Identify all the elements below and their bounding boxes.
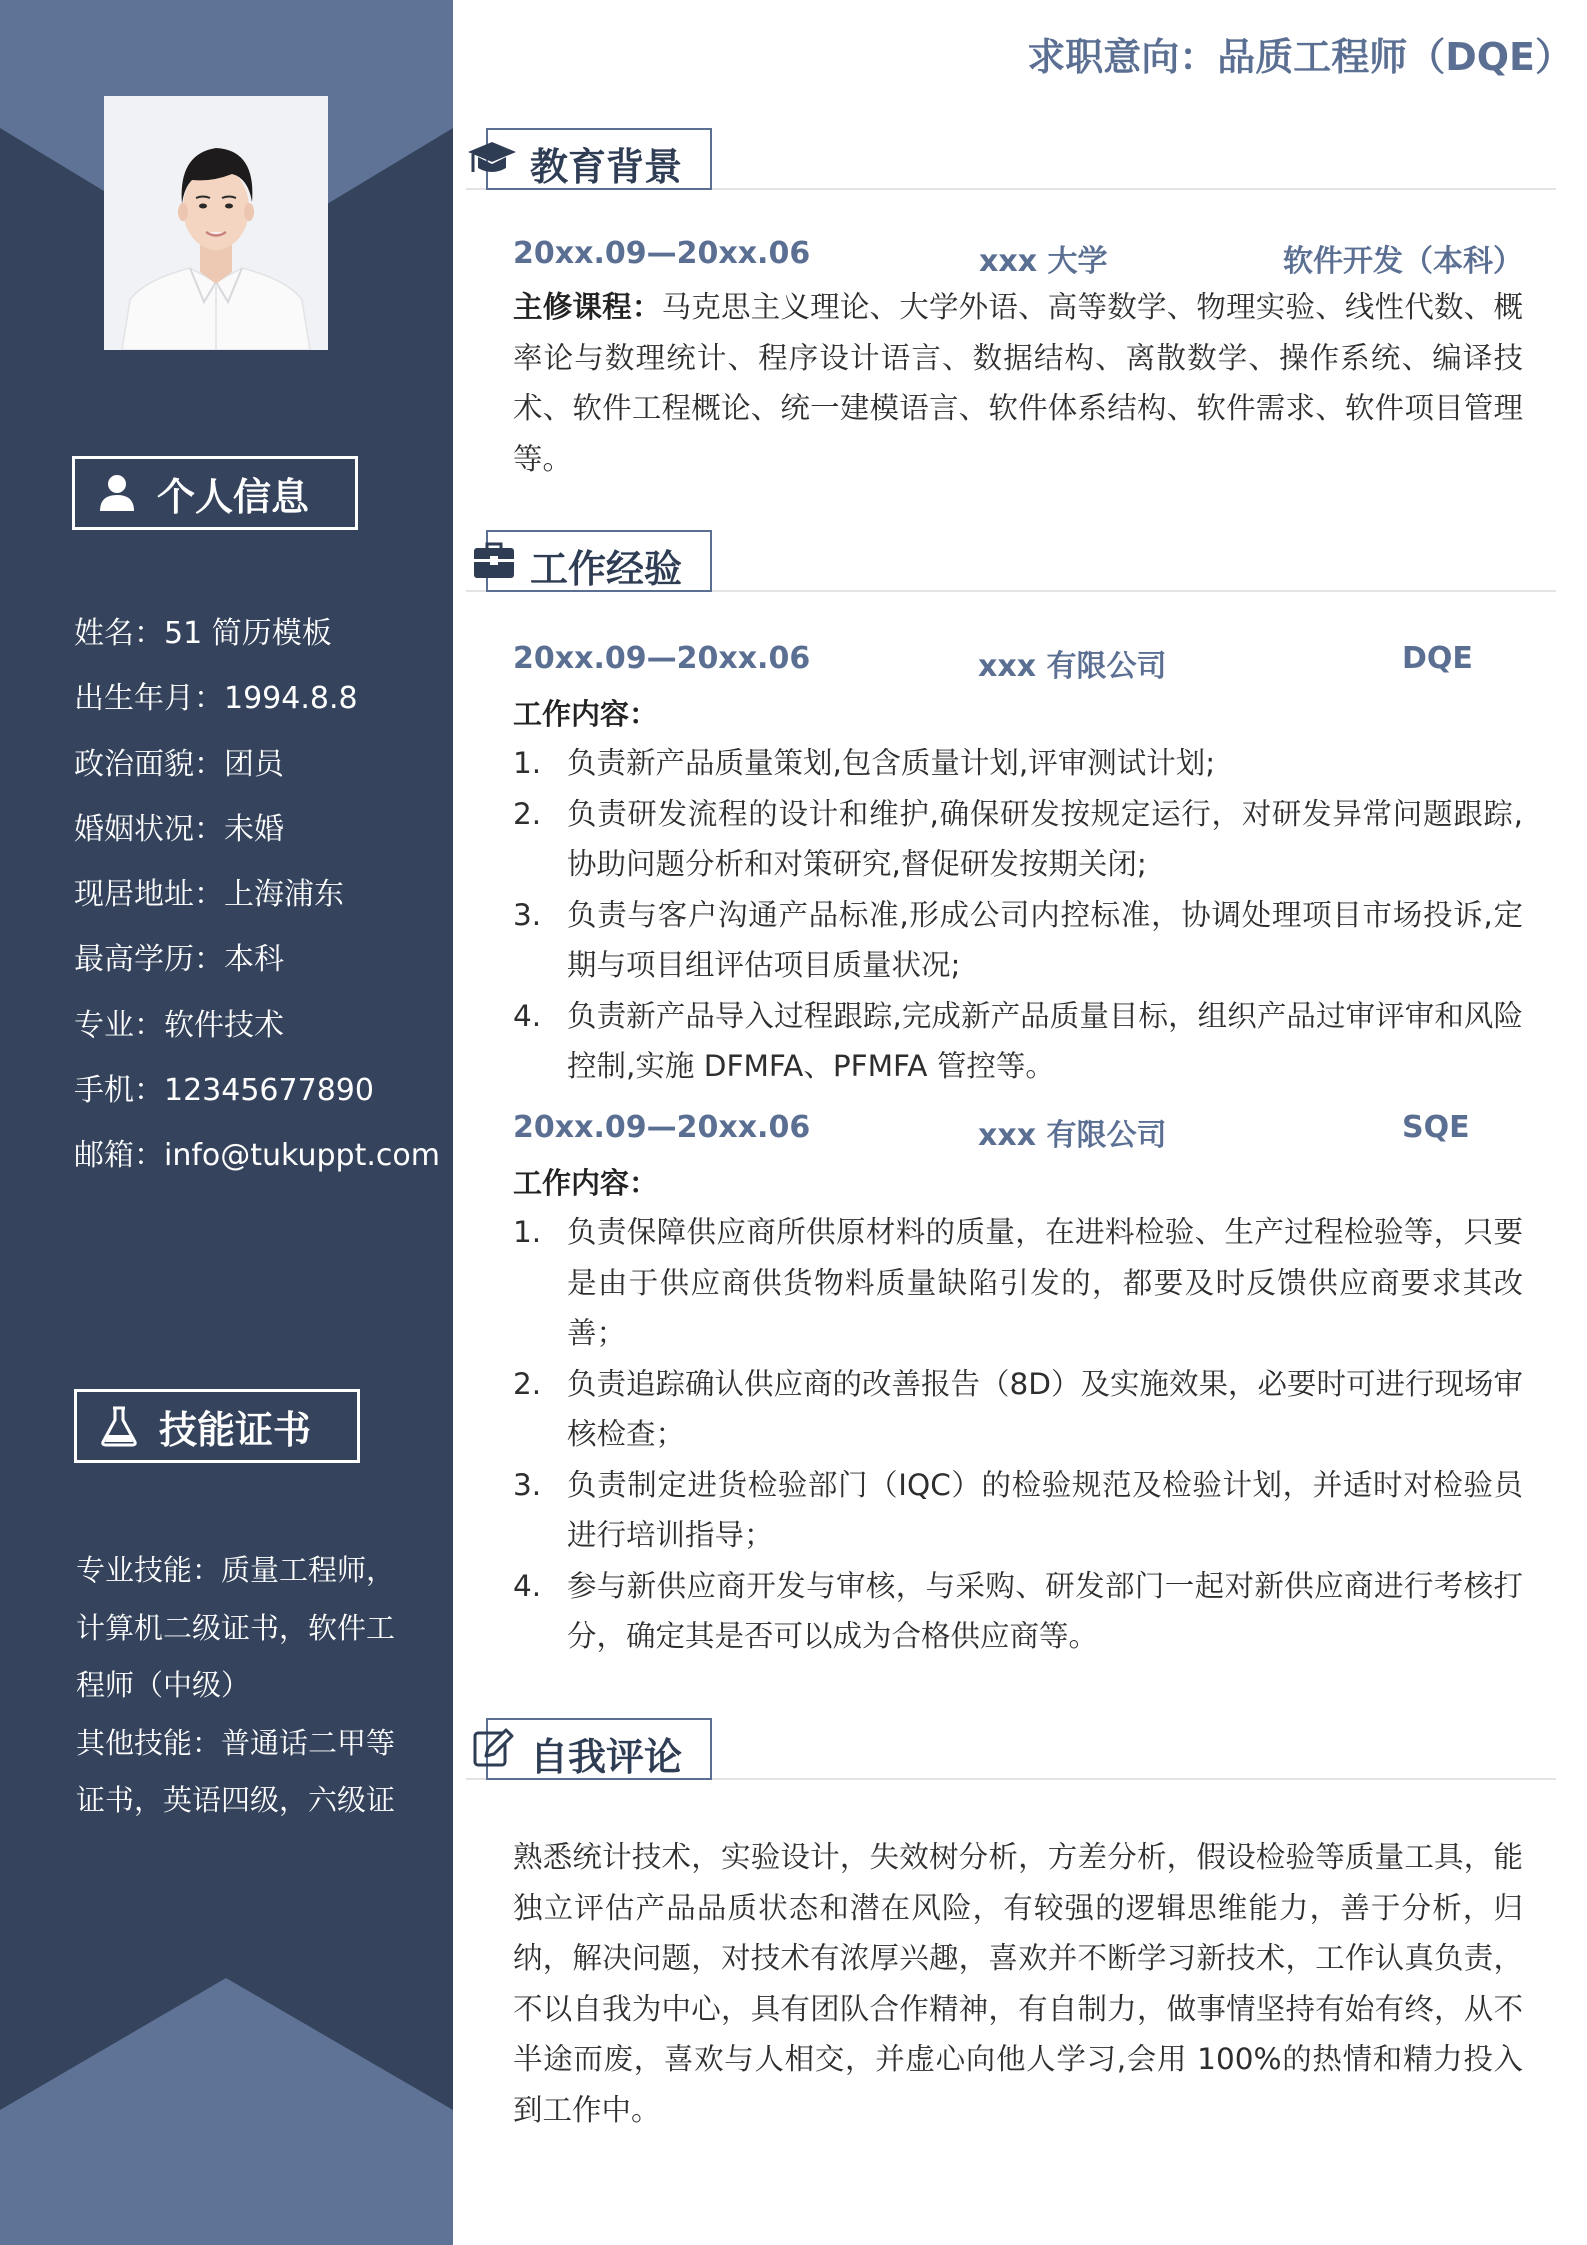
work-heading [466, 530, 1556, 592]
info-political: 政治面貌：团员 [74, 746, 284, 782]
job-2-duties [513, 1207, 1523, 1662]
skills-heading [74, 1389, 360, 1463]
education-courses [513, 282, 1523, 484]
courses-label: 主修课程： [513, 290, 662, 324]
profile-photo [104, 96, 328, 350]
edit-icon [472, 1726, 516, 1770]
job-1-duties [513, 738, 1523, 1092]
personal-info-title: 个人信息 [157, 474, 310, 519]
duty-item: 4. 负责新产品导入过程跟踪,完成新产品质量目标，组织产品过审评审和风险控制,实施 DFMFA、PFMFA 管控等。 [513, 998, 1523, 1083]
job-1-row [513, 641, 1523, 685]
job-1-role: DQE [1402, 641, 1473, 676]
education-major: 软件开发（本科） [1283, 244, 1523, 279]
self-heading [466, 1718, 1556, 1780]
courses-text: 马克思主义理论、大学外语、高等数学、物理实验、线性代数、概率论与数理统计、程序设计语言、数据结构、离散数学、操作系统、编译技术、软件工程概论、统一建模语言、软件体系结构、软件需求、软件项目管理等。 [513, 290, 1523, 476]
skills-title: 技能证书 [159, 1407, 312, 1452]
duty-item: 1. 负责保障供应商所供原材料的质量，在进料检验、生产过程检验等，只要是由于供应商供货物料质量缺陷引发的，都要及时反馈供应商要求其改善； [513, 1215, 1523, 1350]
job-2-row [513, 1110, 1523, 1154]
skills-professional: 专业技能：质量工程师，计算机二级证书，软件工程师（中级） [76, 1553, 396, 1702]
personal-info-heading [72, 456, 358, 530]
info-birth: 出生年月：1994.8.8 [74, 681, 358, 717]
duty-item: 2. 负责追踪确认供应商的改善报告（8D）及实施效果，必要时可进行现场审核检查； [513, 1366, 1523, 1451]
education-heading [466, 128, 1556, 190]
user-icon [97, 473, 137, 513]
job-1-period: 20xx.09—20xx.06 [513, 641, 811, 676]
duty-item: 3. 负责制定进货检验部门（IQC）的检验规范及检验计划，并适时对检验员进行培训指导； [513, 1467, 1523, 1552]
info-phone: 手机：12345677890 [74, 1073, 374, 1109]
education-period: 20xx.09—20xx.06 [513, 236, 811, 271]
info-name: 姓名：51 简历模板 [74, 616, 332, 651]
job-2-content-label: 工作内容： [513, 1166, 659, 1200]
self-evaluation-text: 熟悉统计技术，实验设计，失效树分析，方差分析，假设检验等质量工具，能独立评估产品品质状态和潜在风险，有较强的逻辑思维能力，善于分析，归纳，解决问题，对技术有浓厚兴趣，喜欢并不断学习新技术，工作认真负责，不以自我为中心，具有团队合作精神，有自制力，做事情坚持有始有终，从不半途而废，喜欢与人相交，并虚心向他人学习,会用 100%的热情和精力投入到工作中。 [513, 1840, 1523, 2127]
briefcase-icon [472, 540, 516, 582]
job-2-period: 20xx.09—20xx.06 [513, 1110, 811, 1145]
sidebar [0, 0, 453, 2245]
work-title: 工作经验 [530, 547, 683, 591]
job-2-role: SQE [1402, 1110, 1470, 1145]
education-title: 教育背景 [530, 145, 683, 189]
graduation-cap-icon [466, 138, 518, 180]
self-title: 自我评论 [530, 1735, 683, 1779]
duty-item: 4. 参与新供应商开发与审核，与采购、研发部门一起对新供应商进行考核打分，确定其是否可以成为合格供应商等。 [513, 1568, 1523, 1653]
job-2-company: xxx 有限公司 [978, 1118, 1167, 1153]
duty-item: 3. 负责与客户沟通产品标准,形成公司内控标准，协调处理项目市场投诉,定期与项目组评估项目质量状况; [513, 897, 1523, 982]
info-education: 最高学历：本科 [74, 942, 284, 978]
flask-icon [99, 1405, 139, 1447]
info-address: 现居地址：上海浦东 [74, 877, 344, 913]
info-major: 专业：软件技术 [74, 1007, 284, 1043]
duty-item: 2. 负责研发流程的设计和维护,确保研发按规定运行，对研发异常问题跟踪,协助问题分析和对策研究,督促研发按期关闭; [513, 796, 1523, 881]
job-1-company: xxx 有限公司 [978, 649, 1167, 684]
education-row [513, 236, 1523, 280]
info-marital: 婚姻状况：未婚 [74, 811, 284, 847]
job-objective: 求职意向：品质工程师（DQE） [1027, 35, 1573, 79]
info-email: 邮箱：info@tukuppt.com [74, 1138, 440, 1174]
personal-info-list [74, 612, 440, 1200]
education-school: xxx 大学 [979, 244, 1108, 279]
skills-other: 其他技能：普通话二甲等证书，英语四级，六级证 [76, 1725, 396, 1817]
job-1-content-label: 工作内容： [513, 697, 659, 731]
skills-text [76, 1542, 416, 1830]
duty-item: 1. 负责新产品质量策划,包含质量计划,评审测试计划; [513, 746, 1216, 780]
